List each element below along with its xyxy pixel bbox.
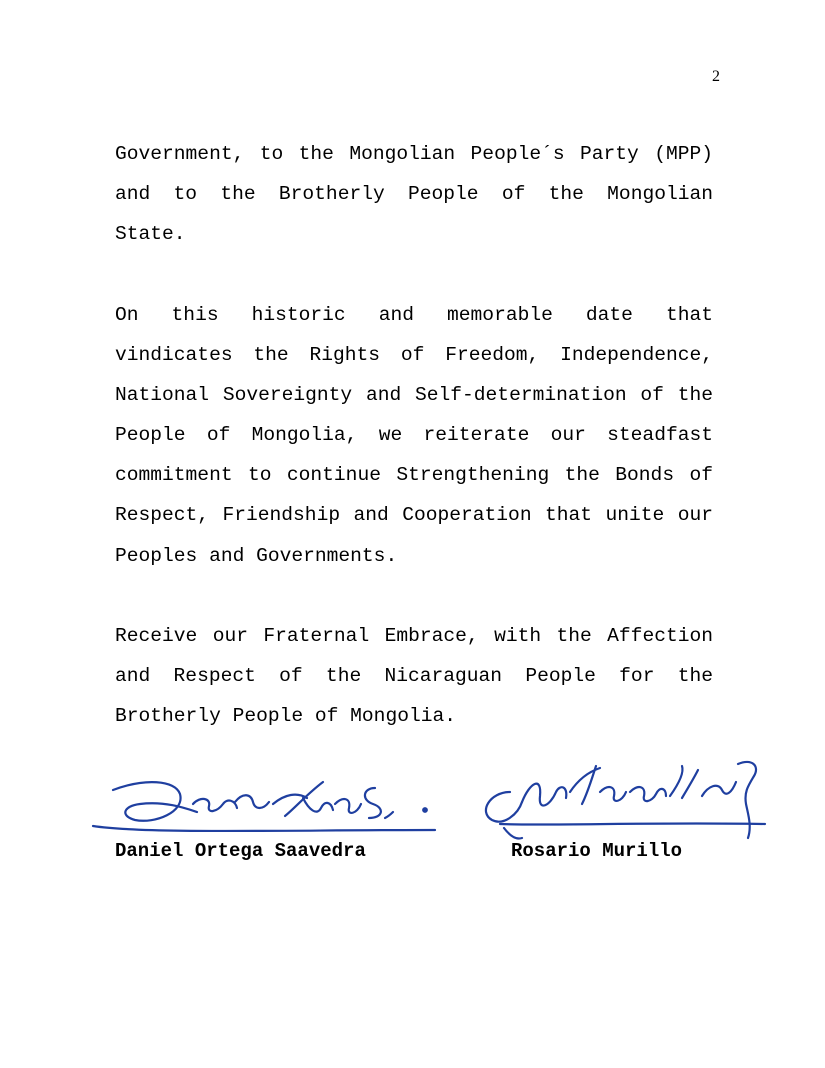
letter-paragraph-1: Government, to the Mongolian People´s Party (MPP) and to the Brotherly People of the Mongolian State. — [115, 143, 713, 246]
letter-paragraph-3: Receive our Fraternal Embrace, with the Affection and Respect of the Nicaraguan People for the Brotherly People of Mongolia. — [115, 625, 713, 728]
murillo-signature — [470, 752, 770, 842]
ortega-signature — [85, 768, 445, 838]
signer-name-murillo: Rosario Murillo — [511, 840, 683, 862]
letter-paragraph-2: On this historic and memorable date that vindicates the Rights of Freedom, Independence, National Sovereignty and Self-determination of the People of Mongolia, we reiterate our steadfast commitment to continue Strengthening the Bonds of Respect, Friendship and Cooperation that unite our Peoples and Governments. — [115, 304, 713, 567]
page-number: 2 — [712, 68, 720, 85]
signer-name-ortega: Daniel Ortega Saavedra — [115, 840, 366, 862]
